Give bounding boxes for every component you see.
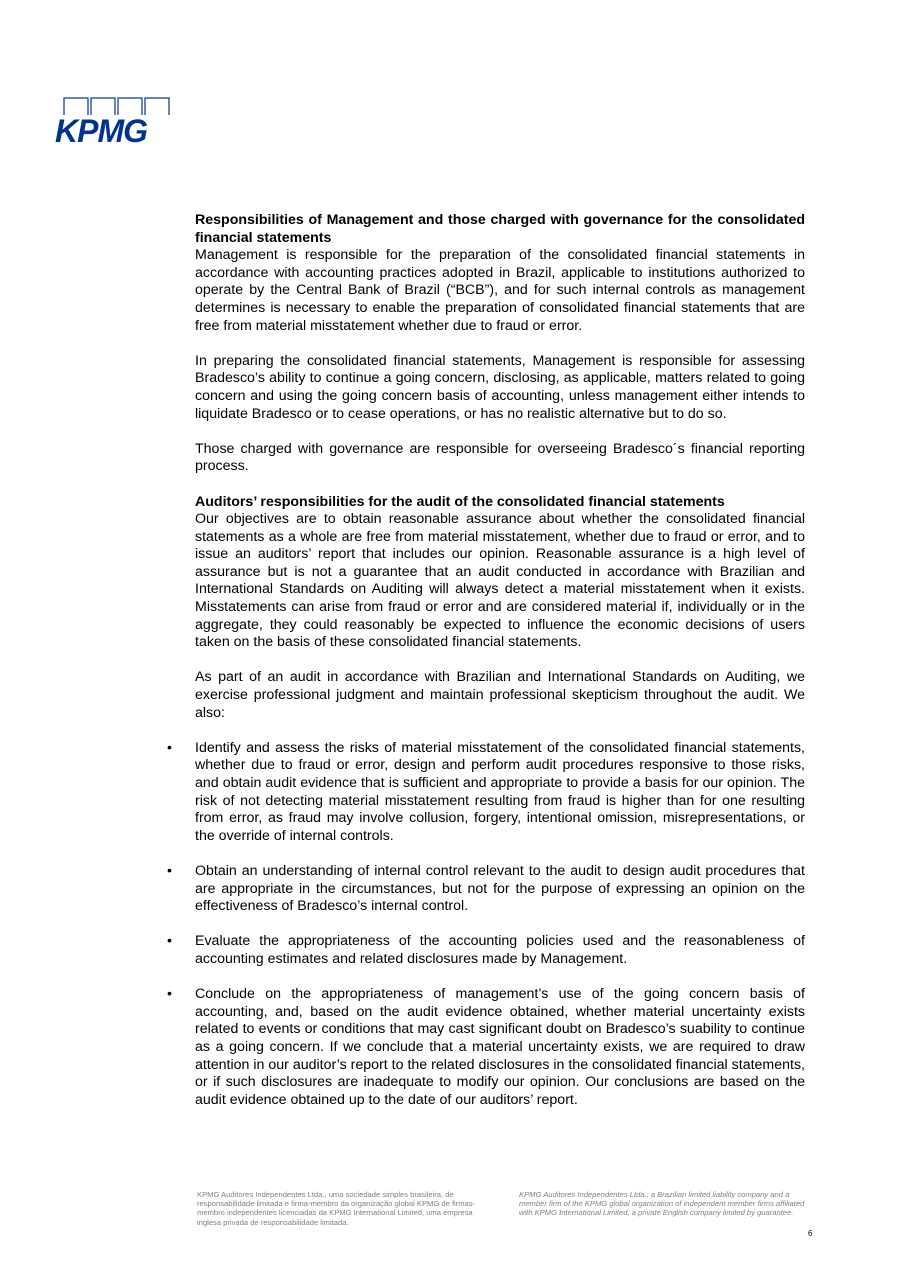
- footer-english: KPMG Auditores Independentes Ltda., a Brazilian limited liability company and a member firm of the KPMG global organization of independent member firms affiliated with KPMG International Limited, a private English company limited by guarantee.: [519, 1190, 805, 1218]
- bullet-text: Conclude on the appropriateness of management’s use of the going concern basis of accounting, and, based on the audit evidence obtained, whether material uncertainty exists related to events or conditions that may cast significant doubt on Bradesco’s suability to continue as a going concern. If we conclude that a material uncertainty exists, we are required to draw attention in our auditor’s report to the related disclosures in the consolidated financial statements, or if such disclosures are inadequate to modify our opinion. Our conclusions are based on the audit evidence obtained up to the date of our auditors’ report.: [195, 986, 805, 1108]
- kpmg-logo: [55, 97, 173, 147]
- bullet-text: Evaluate the appropriateness of the accounting policies used and the reasonableness of accounting estimates and related disclosures made by Management.: [195, 933, 805, 967]
- bullet-icon: •: [167, 739, 172, 756]
- list-item: [167, 933, 805, 968]
- paragraph: In preparing the consolidated financial statements, Management is responsible for assessing Bradesco’s ability to continue a going concern, disclosing, as applicable, matters related to going concern and using the going concern basis of accounting, unless management either intends to liquidate Bradesco or to cease operations, or has no realistic alternative but to do so.: [195, 352, 805, 422]
- paragraph: Management is responsible for the preparation of the consolidated financial statements in accordance with accounting practices adopted in Brazil, applicable to institutions authorized to operate by the Central Bank of Brazil (“BCB”), and for such internal controls as management determines is necessary to enable the preparation of consolidated financial statements that are free from material misstatement whether due to fraud or error.: [195, 247, 805, 334]
- bullet-list: [167, 739, 805, 1109]
- footer-portuguese: KPMG Auditores Independentes Ltda., uma sociedade simples brasileira, de responsabilidade limitada e firma-membro da organização global KPMG de firmas-membro independentes licenciadas da KPMG International Limited, uma empresa inglesa privada de responsabilidade limitada.: [197, 1190, 476, 1227]
- bullet-icon: •: [167, 933, 172, 950]
- bullet-icon: •: [167, 986, 172, 1003]
- section-heading-management: Responsibilities of Management and those charged with governance for the consolidated financial statements: [195, 212, 805, 246]
- bullet-text: Identify and assess the risks of material misstatement of the consolidated financial statements, whether due to fraud or error, design and perform audit procedures responsive to those risks, and obtain audit evidence that is sufficient and appropriate to provide a basis for our opinion. The risk of not detecting material misstatement resulting from fraud is higher than for one resulting from error, as fraud may involve collusion, forgery, intentional omission, misrepresentations, or the override of internal controls.: [195, 739, 805, 844]
- document-body: [167, 212, 805, 1109]
- paragraph: Our objectives are to obtain reasonable assurance about whether the consolidated financial statements as a whole are free from material misstatement, whether due to fraud or error, and to issue an auditors’ report that includes our opinion. Reasonable assurance is a high level of assurance but is not a guarantee that an audit conducted in accordance with Brazilian and International Standards on Auditing will always detect a material misstatement when it exists. Misstatements can arise from fraud or error and are considered material if, individually or in the aggregate, they could reasonably be expected to influence the economic decisions of users taken on the basis of these consolidated financial statements.: [195, 511, 805, 651]
- section-heading-auditors: Auditors’ responsibilities for the audit of the consolidated financial statements: [195, 493, 725, 510]
- list-item: [167, 862, 805, 916]
- bullet-icon: •: [167, 862, 172, 879]
- paragraph: Those charged with governance are responsible for overseeing Bradesco´s financial reporting process.: [195, 440, 805, 475]
- bullet-text: Obtain an understanding of internal control relevant to the audit to design audit procedures that are appropriate in the circumstances, but not for the purpose of expressing an opinion on the effectiveness of Bradesco’s internal control.: [195, 862, 805, 915]
- list-item: [167, 986, 805, 1109]
- paragraph: As part of an audit in accordance with Brazilian and International Standards on Auditing, we exercise professional judgment and maintain professional skepticism throughout the audit. We also:: [195, 669, 805, 721]
- logo-text: KPMG: [55, 113, 147, 147]
- page-number: 6: [808, 1229, 813, 1238]
- list-item: [167, 739, 805, 846]
